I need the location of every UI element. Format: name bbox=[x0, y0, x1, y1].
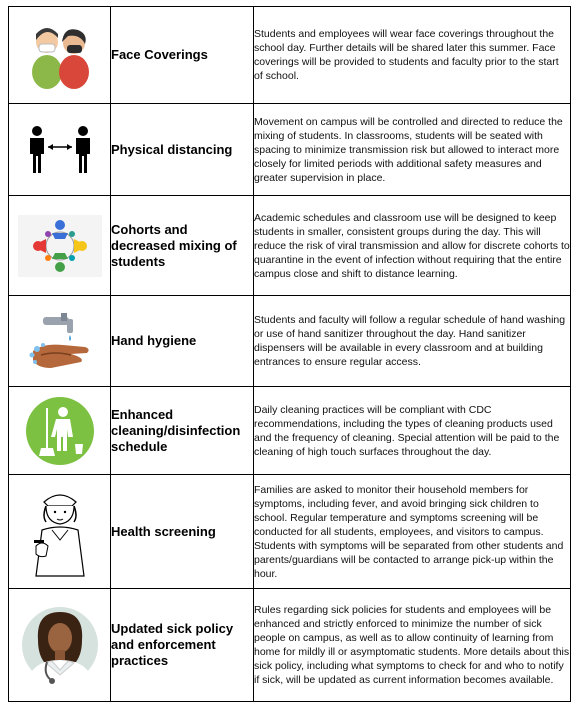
row-title: Updated sick policy and enforcement practices bbox=[111, 589, 254, 702]
nurse-icon bbox=[30, 486, 90, 578]
row-title: Cohorts and decreased mixing of students bbox=[111, 196, 254, 296]
row-description: Students and employees will wear face coverings throughout the school day. Further details will be shared later this summer. Face coverings will be provided to students and faculty prior to the start of school. bbox=[254, 7, 571, 104]
icon-cell bbox=[9, 104, 111, 196]
row-title: Physical distancing bbox=[111, 104, 254, 196]
table-row bbox=[9, 104, 571, 196]
physical-distancing-icon bbox=[27, 125, 93, 175]
row-description: Students and faculty will follow a regular schedule of hand washing or use of hand sanitizer throughout the day. Hand sanitizer dispensers will be available in every classroom and at building entrances to ensure regular access. bbox=[254, 296, 571, 387]
icon-cell bbox=[9, 387, 111, 475]
row-title: Face Coverings bbox=[111, 7, 254, 104]
row-description: Families are asked to monitor their household members for symptoms, including fever, and avoid bringing sick children to school. Regular temperature and symptoms screening will be conducted for all students, employees, and visitors to campus. Students with symptoms will be separated from other students and parents/guardians will be contacted to arrange pick-up within the hour. bbox=[254, 475, 571, 589]
icon-cell bbox=[9, 296, 111, 387]
row-description: Daily cleaning practices will be compliant with CDC recommendations, including the types of cleaning products used and the frequency of cleaning. Special attention will be paid to the cleaning of high touch surfaces throughout the day. bbox=[254, 387, 571, 475]
icon-cell bbox=[9, 196, 111, 296]
row-title: Enhanced cleaning/disinfection schedule bbox=[111, 387, 254, 475]
table-row bbox=[9, 589, 571, 702]
icon-cell bbox=[9, 7, 111, 104]
table-row bbox=[9, 196, 571, 296]
icon-cell bbox=[9, 475, 111, 589]
table-row bbox=[9, 387, 571, 475]
table-row bbox=[9, 296, 571, 387]
cleaning-icon bbox=[25, 396, 95, 466]
face-coverings-icon bbox=[28, 20, 92, 90]
row-description: Movement on campus will be controlled and directed to reduce the mixing of students. In classrooms, students will be seated with spacing to minimize transmission risk but allowed to interact more closely for limited periods with additional safety measures and greater supervision in place. bbox=[254, 104, 571, 196]
row-title: Hand hygiene bbox=[111, 296, 254, 387]
doctor-icon bbox=[21, 604, 99, 686]
cohorts-icon bbox=[18, 215, 102, 277]
row-description: Academic schedules and classroom use will be designed to keep students in smaller, consistent groups during the day. This will reduce the risk of viral transmission and allow for discrete cohorts to quarantine in the event of infection without requiring that the entire campus close and shift to distance learning. bbox=[254, 196, 571, 296]
icon-cell bbox=[9, 589, 111, 702]
hand-hygiene-icon bbox=[27, 311, 93, 371]
safety-measures-table bbox=[8, 6, 571, 702]
row-title: Health screening bbox=[111, 475, 254, 589]
table-row bbox=[9, 475, 571, 589]
row-description: Rules regarding sick policies for students and employees will be enhanced and strictly enforced to minimize the number of sick people on campus, as well as to allow continuity of learning from home for mildly ill or asymptomatic students. More details about this sick policy, including what symptoms to check for and who to notify if sick, will be updated as current information becomes available. bbox=[254, 589, 571, 702]
table-row bbox=[9, 7, 571, 104]
